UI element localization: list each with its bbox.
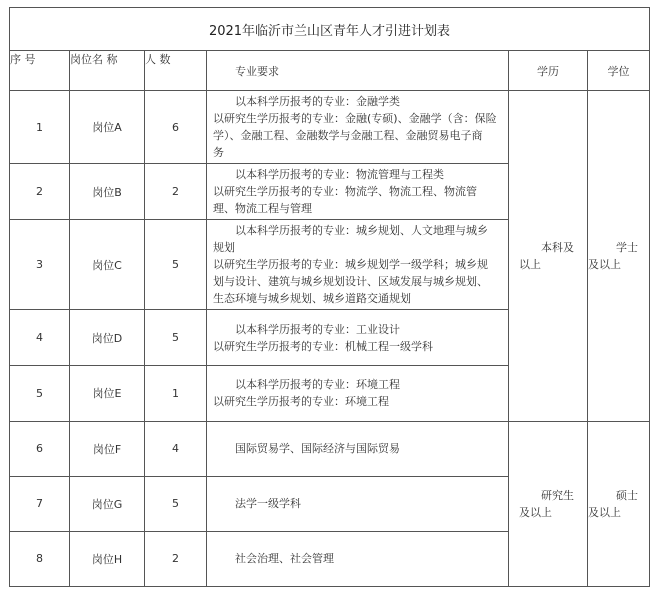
degree-line: 硕士 <box>616 488 638 502</box>
requirement-line: 以本科学历报考的专业：金融学类 <box>235 95 400 109</box>
degree-line: 及以上 <box>588 257 621 271</box>
table-row <box>10 421 650 476</box>
requirement-line: 以研究生学历报考的专业：机械工程一级学科 <box>213 339 433 353</box>
requirement-line: 以研究生学历报考的专业：城乡规划学一级学科；城乡规 <box>213 258 488 272</box>
row-seq: 2 <box>10 164 70 220</box>
row-count: 5 <box>145 476 207 531</box>
row-post: 岗位F <box>70 421 145 476</box>
row-count: 2 <box>145 531 207 586</box>
header-requirement: 专业要求 <box>207 51 509 91</box>
row-requirement <box>207 91 509 164</box>
requirement-line: 理、物流工程与管理 <box>213 202 312 216</box>
header-count-bottom: 数 <box>159 53 171 67</box>
row-seq: 5 <box>10 365 70 421</box>
requirement-line: 以研究生学历报考的专业：金融(专硕)、金融学（含：保险 <box>213 112 497 126</box>
row-post: 岗位C <box>70 220 145 310</box>
row-count: 1 <box>145 365 207 421</box>
requirement-line: 以本科学历报考的专业：城乡规划、人文地理与城乡 <box>235 224 488 238</box>
row-count: 6 <box>145 91 207 164</box>
education-group-graduate <box>509 421 588 586</box>
requirement-line: 学）、金融工程、金融数学与金融工程、金融贸易电子商 <box>213 129 483 143</box>
row-count: 5 <box>145 310 207 365</box>
table-row <box>10 91 650 164</box>
row-requirement <box>207 310 509 365</box>
requirement-line: 划与设计、建筑与城乡规划设计、区域发展与城乡规划、 <box>213 275 488 289</box>
requirement-line: 以本科学历报考的专业：物流管理与工程类 <box>235 168 444 182</box>
row-post: 岗位A <box>70 91 145 164</box>
education-line: 研究生 <box>541 488 574 502</box>
row-post: 岗位G <box>70 476 145 531</box>
education-line: 本科及 <box>541 240 574 254</box>
row-seq: 3 <box>10 220 70 310</box>
row-seq: 6 <box>10 421 70 476</box>
requirement-line: 国际贸易学、国际经济与国际贸易 <box>235 442 400 456</box>
header-seq-top: 序 <box>10 53 21 67</box>
header-seq <box>10 51 70 91</box>
row-requirement <box>207 421 509 476</box>
degree-group-bachelor <box>588 91 650 422</box>
header-count <box>145 51 207 91</box>
header-education: 学历 <box>509 51 588 91</box>
education-line: 以上 <box>519 257 541 271</box>
header-post <box>70 51 145 91</box>
header-post-top: 岗位名 <box>70 53 103 67</box>
header-count-top: 人 <box>145 53 156 67</box>
row-requirement <box>207 476 509 531</box>
row-count: 5 <box>145 220 207 310</box>
degree-line: 及以上 <box>588 505 621 519</box>
degree-group-graduate <box>588 421 650 586</box>
requirement-line: 以本科学历报考的专业：环境工程 <box>235 378 400 392</box>
row-seq: 7 <box>10 476 70 531</box>
row-count: 4 <box>145 421 207 476</box>
row-requirement <box>207 531 509 586</box>
requirement-line: 规划 <box>213 241 235 255</box>
requirement-line: 务 <box>213 146 224 160</box>
row-post: 岗位D <box>70 310 145 365</box>
header-seq-bottom: 号 <box>24 53 36 67</box>
requirement-line: 以本科学历报考的专业：工业设计 <box>235 322 400 336</box>
row-seq: 4 <box>10 310 70 365</box>
row-requirement <box>207 365 509 421</box>
requirement-line: 生态环境与城乡规划、城乡道路交通规划 <box>213 292 411 306</box>
education-group-bachelor <box>509 91 588 422</box>
row-post: 岗位H <box>70 531 145 586</box>
requirement-line: 社会治理、社会管理 <box>235 552 334 566</box>
row-seq: 8 <box>10 531 70 586</box>
row-post: 岗位B <box>70 164 145 220</box>
requirement-line: 法学一级学科 <box>235 497 301 511</box>
row-requirement <box>207 164 509 220</box>
row-count: 2 <box>145 164 207 220</box>
row-seq: 1 <box>10 91 70 164</box>
table-title: 2021年临沂市兰山区青年人才引进计划表 <box>10 8 650 51</box>
education-line: 及以上 <box>519 505 552 519</box>
header-row <box>10 51 650 91</box>
recruitment-plan-table <box>9 7 650 587</box>
header-post-bottom: 称 <box>106 53 118 67</box>
row-post: 岗位E <box>70 365 145 421</box>
row-requirement <box>207 220 509 310</box>
header-degree: 学位 <box>588 51 650 91</box>
degree-line: 学士 <box>616 240 638 254</box>
requirement-line: 以研究生学历报考的专业：物流学、物流工程、物流管 <box>213 185 477 199</box>
requirement-line: 以研究生学历报考的专业：环境工程 <box>213 395 389 409</box>
